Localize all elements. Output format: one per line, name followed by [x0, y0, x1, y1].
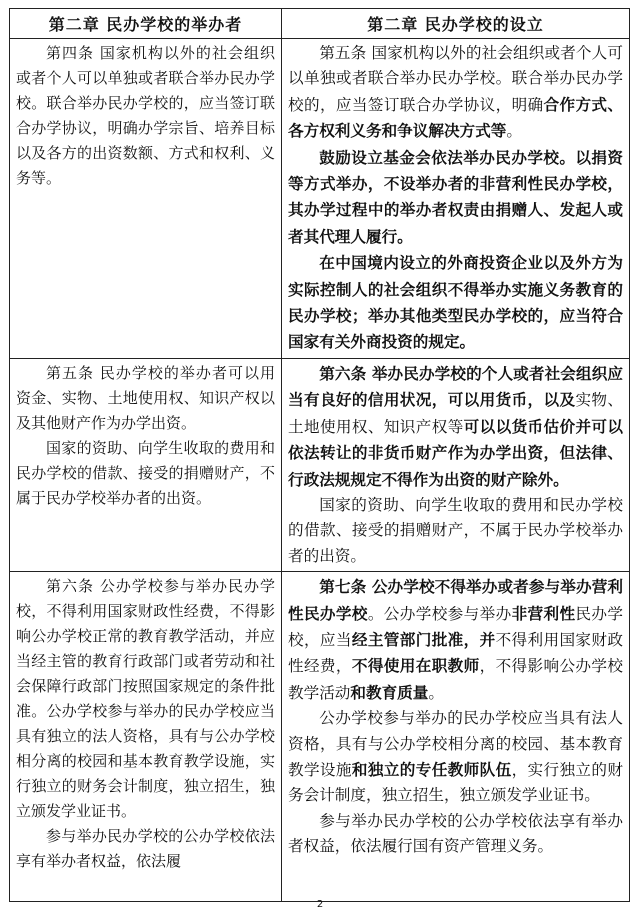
- clause-paragraph: [288, 250, 623, 356]
- changed-text: 和独立的专任教师队伍: [351, 759, 512, 779]
- clause-text: 。: [428, 683, 444, 702]
- clause-text: 公办学校参与举办的民办学校应当具有法人资格，具有与公办学校相分离的校园、基本教育教学设施: [288, 709, 623, 779]
- row2-right-cell: [282, 358, 630, 571]
- changed-text: 在中国境内设立的外商投资企业以及外方为实际控制人的社会组织不得举办实施义务教育的民办学校；举办其他类型民办学校的，应当符合国家有关外商投资的规定。: [288, 253, 623, 352]
- clause-text: ，实行独立的财务会计制度，独立招生，独立颁发学业证书。: [288, 760, 623, 805]
- changed-text: 第七条 公办学校不得举办或者参与举办营利性民办学校: [288, 577, 623, 623]
- changed-text: 举办民办学校的个人或者社会组织应当有良好的信用状况，可以用货币，以及: [288, 363, 623, 410]
- table-row: [10, 39, 630, 359]
- clause-text: 不得利用国家财政性经费，: [288, 630, 623, 676]
- clause-text: 第六条 公办学校参与举办民办学校，不得利用国家财政性经费，不得影响公办学校正常的教育教学活动，并应当经主管的教育行政部门或者劳动和社会保障行政部门按照国家规定的条件批准。公办学校参与举办的民办学校应当具有独立的法人资格，具有与公办学校相分离的校园和基本教育教学设施，实行独立的财务会计制度，独立招生，独立颁发学业证书。: [16, 577, 275, 821]
- clause-paragraph: [16, 436, 275, 511]
- clause-paragraph: [288, 41, 623, 145]
- clause-paragraph: [288, 574, 623, 706]
- clause-paragraph: [288, 361, 623, 493]
- changed-text: 非营利性: [511, 603, 576, 623]
- changed-text: 鼓励设立基金会依法举办民办学校。以捐资等方式举办，不设举办者的非营利性民办学校，其办学过程中的举办者权责由捐赠人、发起人或者其代理人履行。: [288, 147, 623, 246]
- clause-text: 国家的资助、向学生收取的费用和民办学校的借款、接受的捐赠财产，不属于民办学校举办者的出资。: [16, 438, 275, 507]
- clause-paragraph: [288, 493, 623, 569]
- clause-text: 实物、土地使用权、知识产权等: [288, 391, 623, 436]
- clause-text: 参与举办民办学校的公办学校依法享有举办者权益，依法履行国有资产管理义务。: [288, 811, 623, 856]
- clause-paragraph: [16, 824, 275, 874]
- clause-paragraph: [288, 706, 623, 809]
- page-number: 2: [316, 899, 324, 910]
- clause-text: 民办学校，应当: [288, 604, 623, 649]
- table-row: [10, 358, 630, 571]
- row3-left-cell: [10, 572, 282, 902]
- table-row: [10, 572, 630, 902]
- header-left: 第二章 民办学校的举办者: [10, 9, 282, 39]
- table-header-row: [10, 9, 630, 39]
- clause-paragraph: [16, 41, 275, 191]
- clause-paragraph: [16, 574, 275, 824]
- clause-text: 第五条 国家机构以外的社会组织或者个人可以单独或者联合举办民办学校。联合举办民办学校的，应当签订联合办学协议，明确: [288, 44, 623, 114]
- clause-text: 第五条 民办学校的举办者可以用资金、实物、土地使用权、知识产权以及其他财产作为办学出资。: [16, 363, 275, 432]
- clause-paragraph: [288, 145, 623, 251]
- changed-text: 经主管部门批准，并: [351, 629, 496, 649]
- changed-text: 和教育质量: [350, 682, 429, 702]
- clause-paragraph: [16, 361, 275, 436]
- clause-text: 。公办学校参与举办: [367, 604, 512, 623]
- changed-text: 合作方式、各方权利义务和争议解决方式等: [288, 94, 623, 141]
- clause-text: 。: [506, 122, 522, 141]
- row1-right-cell: [282, 39, 630, 359]
- clause-text: 参与举办民办学校的公办学校依法享有举办者权益，依法履: [16, 827, 275, 871]
- row2-left-cell: [10, 358, 282, 571]
- row3-right-cell: [282, 572, 630, 902]
- clause-text: ，不得影响公办学校教学活动: [288, 657, 623, 702]
- comparison-table: [9, 8, 630, 902]
- clause-text: 第四条 国家机构以外的社会组织或者个人可以单独或者联合举办民办学校。联合举办民办学校的，应当签订联合办学协议，明确办学宗旨、培养目标以及各方的出资数额、方式和权利、义务等。: [16, 44, 275, 187]
- header-right: 第二章 民办学校的设立: [282, 9, 630, 39]
- clause-paragraph: [288, 809, 623, 860]
- clause-text: 国家的资助、向学生收取的费用和民办学校的借款、接受的捐赠财产，不属于民办学校举办者的出资。: [288, 495, 623, 565]
- row1-left-cell: [10, 39, 282, 359]
- changed-text: 可以以货币估价并可以依法转让的非货币财产作为办学出资，但法律、行政法规规定不得作为出资的财产除外。: [288, 416, 623, 489]
- changed-text: 不得使用在职教师: [351, 656, 480, 676]
- changed-text: 第六条: [319, 363, 372, 383]
